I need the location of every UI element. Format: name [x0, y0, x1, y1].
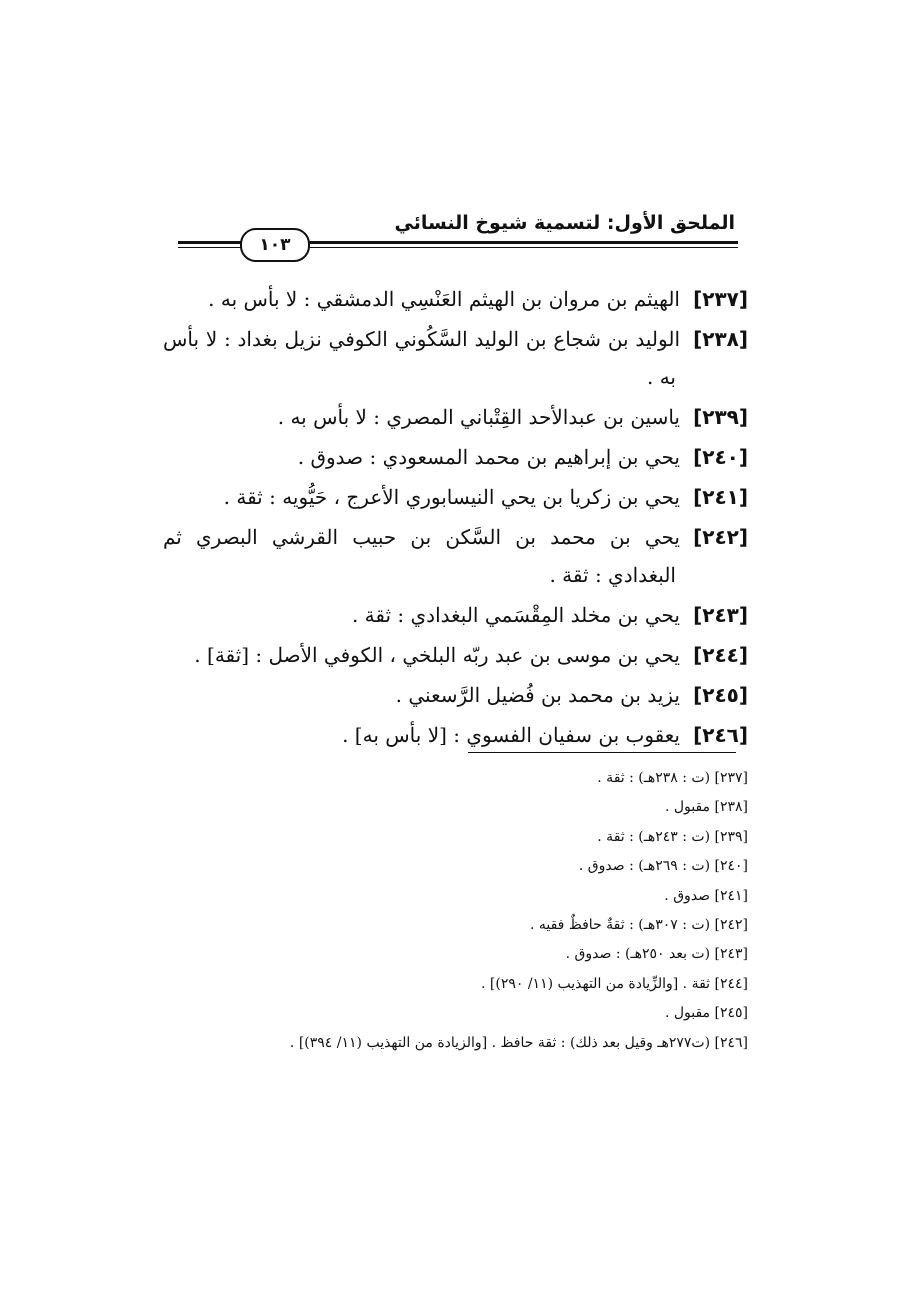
entry-text: الهيثم بن مروان بن الهيثم العَنْسِي الدمشقي : لا بأس به .	[208, 287, 680, 311]
entry-number: [٢٤٠]	[693, 445, 748, 469]
footnote: [٢٣٨] مقبول .	[664, 799, 748, 816]
entry	[163, 716, 748, 754]
footnotes-list	[163, 764, 748, 1058]
entry-text: يعقوب بن سفيان الفسوي : [لا بأس به] .	[342, 723, 680, 747]
entry-number: [٢٤٤]	[693, 643, 748, 667]
entry-text: يحي بن مخلد المِقْسَمي البغدادي : ثقة .	[351, 603, 680, 627]
entry-text: يحي بن محمد بن السَّكن بن حبيب القرشي البصري ثم البغدادي : ثقة .	[163, 525, 680, 587]
entry-text: الوليد بن شجاع بن الوليد السَّكُوني الكوفي نزيل بغداد : لا بأس به .	[163, 327, 680, 389]
entry-number: [٢٤٣]	[693, 603, 748, 627]
entry	[163, 676, 748, 714]
entry	[163, 438, 748, 476]
entry-number: [٢٣٨]	[693, 327, 748, 351]
footnote: [٢٤١] صدوق .	[664, 887, 748, 904]
running-title: الملحق الأول: لتسمية شيوخ النسائي	[394, 212, 735, 234]
entry	[163, 398, 748, 436]
entry	[163, 636, 748, 674]
entry-text: ياسين بن عبدالأحد القِتْباني المصري : لا بأس به .	[277, 405, 680, 429]
entry	[163, 518, 748, 594]
footnote: [٢٤٥] مقبول .	[664, 1005, 748, 1022]
footnote: [٢٣٩] (ت : ٢٤٣هـ) : ثقة .	[597, 828, 748, 845]
entry	[163, 478, 748, 516]
entry-text: يحي بن إبراهيم بن محمد المسعودي : صدوق .	[297, 445, 680, 469]
footnote-separator	[468, 752, 736, 753]
entry	[163, 280, 748, 318]
footnote: [٢٤٠] (ت : ٢٦٩هـ) : صدوق .	[578, 858, 748, 875]
entry	[163, 320, 748, 396]
footnote: [٢٤٤] ثقة . [والزِّيادة من التهذيب (١١/ ٢٩٠)] .	[480, 975, 748, 992]
footnote: [٢٤٦] (ت٢٧٧هـ وقيل بعد ذلك) : ثقة حافظ . [والزيادة من التهذيب (١١/ ٣٩٤)] .	[289, 1034, 748, 1051]
entry-number: [٢٤٥]	[693, 683, 748, 707]
entry-text: يزيد بن محمد بن فُضيل الرَّسعني .	[395, 683, 680, 707]
entry-number: [٢٣٩]	[693, 405, 748, 429]
entry-number: [٢٤١]	[693, 485, 748, 509]
entry-text: يحي بن زكريا بن يحي النيسابوري الأعرج ، حَيُّويه : ثقة .	[223, 485, 680, 509]
entry-number: [٢٤٦]	[693, 723, 748, 747]
footnote: [٢٤٢] (ت : ٣٠٧هـ) : ثقةٌ حافظٌ فقيه .	[529, 917, 748, 934]
footnote: [٢٣٧] (ت : ٢٣٨هـ) : ثقة .	[597, 770, 748, 786]
page-number: ١٠٣	[240, 228, 310, 262]
entry	[163, 596, 748, 634]
entry-text: يحي بن موسى بن عبد ربّه البلخي ، الكوفي الأصل : [ثقة] .	[194, 643, 680, 667]
entries-list	[163, 280, 748, 756]
entry-number: [٢٤٢]	[693, 525, 748, 549]
footnote: [٢٤٣] (ت بعد ٢٥٠هـ) : صدوق .	[565, 946, 748, 963]
entry-number: [٢٣٧]	[693, 287, 748, 311]
